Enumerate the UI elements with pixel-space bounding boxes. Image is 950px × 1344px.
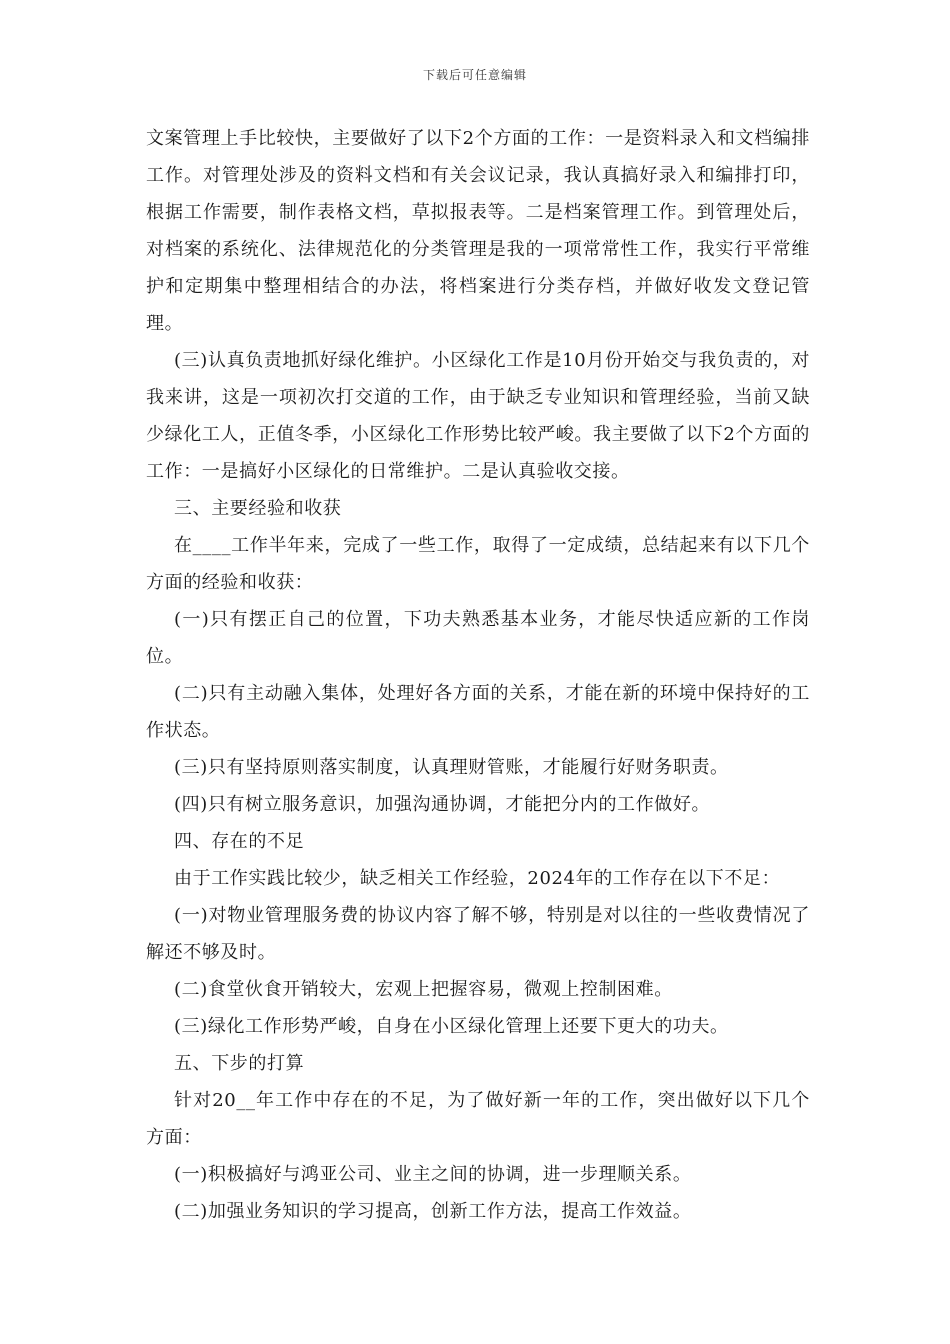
list-item-experience-1: (一)只有摆正自己的位置，下功夫熟悉基本业务，才能尽快适应新的工作岗位。 [146, 609, 810, 667]
list-item-next-step-2: (二)加强业务知识的学习提高，创新工作方法，提高工作效益。 [174, 1201, 692, 1222]
list-item-experience-2: (二)只有主动融入集体，处理好各方面的关系，才能在新的环境中保持好的工作状态。 [146, 683, 810, 741]
page-header: 下载后可任意编辑 [422, 68, 527, 82]
section-heading-experience: 三、主要经验和收获 [174, 498, 342, 519]
list-item-next-step-1: (一)积极搞好与鸿亚公司、业主之间的协调，进一步理顺关系。 [174, 1164, 692, 1185]
paragraph-greening-maintenance: (三)认真负责地抓好绿化维护。小区绿化工作是10月份开始交与我负责的，对我来讲，这是一项初次打交道的工作，由于缺乏专业知识和管理经验，当前又缺少绿化工人，正值冬季，小区绿化工作形势比较严峻。我主要做了以下2个方面的工作：一是搞好小区绿化的日常维护。二是认真验收交接。 [146, 350, 810, 482]
list-item-shortcoming-1: (一)对物业管理服务费的协议内容了解不够，特别是对以往的一些收费情况了解还不够及时。 [146, 905, 810, 963]
paragraph-experience-intro: 在____工作半年来，完成了一些工作，取得了一定成绩，总结起来有以下几个方面的经验和收获： [146, 535, 810, 593]
list-item-experience-4: (四)只有树立服务意识，加强沟通协调，才能把分内的工作做好。 [174, 794, 711, 815]
document-body [146, 120, 810, 1230]
paragraph-next-steps-intro: 针对20__年工作中存在的不足，为了做好新一年的工作，突出做好以下几个方面： [146, 1090, 810, 1148]
paragraph-shortcomings-intro: 由于工作实践比较少，缺乏相关工作经验，2024年的工作存在以下不足： [174, 868, 781, 889]
section-heading-next-steps: 五、下步的打算 [174, 1053, 305, 1074]
paragraph-archive-management: 文案管理上手比较快，主要做好了以下2个方面的工作：一是资料录入和文档编排工作。对管理处涉及的资料文档和有关会议记录，我认真搞好录入和编排打印，根据工作需要，制作表格文档，草拟报表等。二是档案管理工作。到管理处后，对档案的系统化、法律规范化的分类管理是我的一项常常性工作，我实行平常维护和定期集中整理相结合的办法，将档案进行分类存档，并做好收发文登记管理。 [146, 128, 810, 334]
list-item-shortcoming-2: (二)食堂伙食开销较大，宏观上把握容易，微观上控制困难。 [174, 979, 673, 1000]
section-heading-shortcomings: 四、存在的不足 [174, 831, 305, 852]
list-item-shortcoming-3: (三)绿化工作形势严峻，自身在小区绿化管理上还要下更大的功夫。 [174, 1016, 729, 1037]
list-item-experience-3: (三)只有坚持原则落实制度，认真理财管账，才能履行好财务职责。 [174, 757, 729, 778]
